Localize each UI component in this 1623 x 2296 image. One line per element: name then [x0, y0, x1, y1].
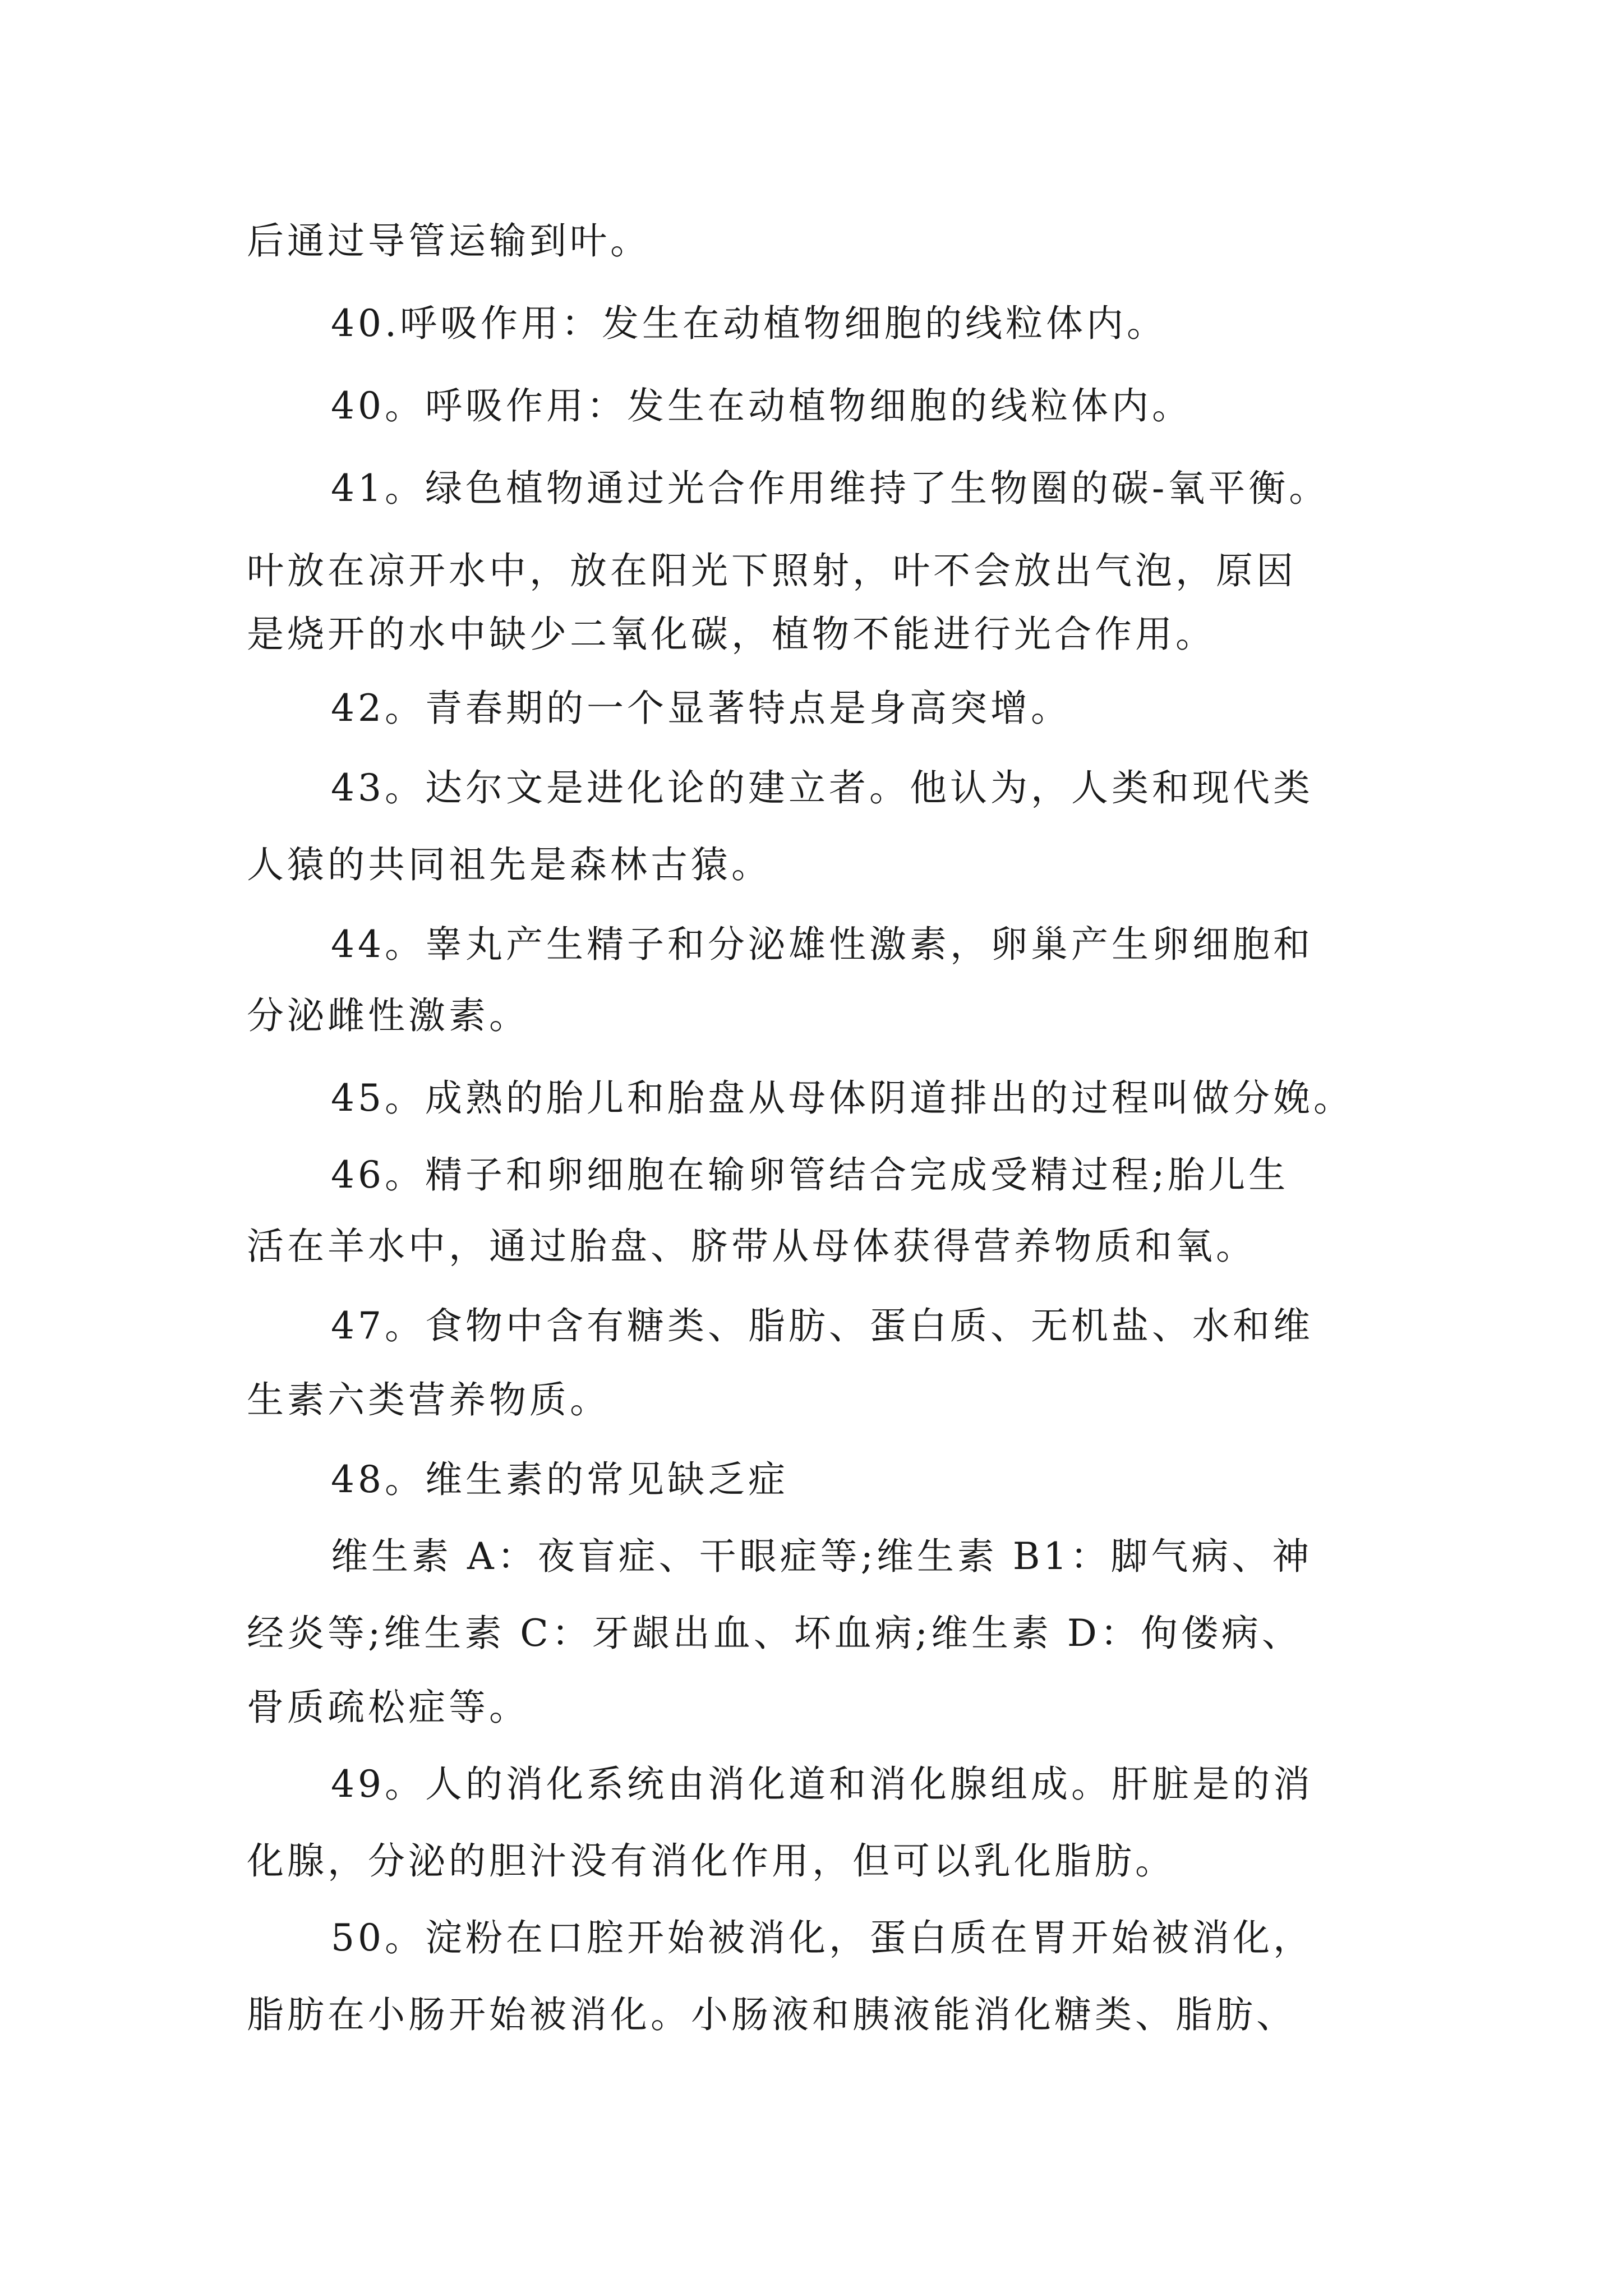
text-line: 脂肪在小肠开始被消化。小肠液和胰液能消化糖类、脂肪、 [247, 1993, 1297, 2036]
text-line: 生素六类营养物质。 [247, 1378, 610, 1421]
text-line: 48。维生素的常见缺乏症 [331, 1458, 789, 1501]
text-line: 人猿的共同祖先是森林古猿。 [247, 843, 772, 886]
text-line: 41。绿色植物通过光合作用维持了生物圈的碳-氧平衡。 [331, 467, 1330, 510]
text-line: 49。人的消化系统由消化道和消化腺组成。肝脏是的消 [331, 1763, 1313, 1806]
text-line: 50。淀粉在口腔开始被消化，蛋白质在胃开始被消化， [331, 1916, 1313, 1959]
text-line: 43。达尔文是进化论的建立者。他认为，人类和现代类 [331, 766, 1313, 809]
text-line: 分泌雌性激素。 [247, 994, 529, 1037]
text-line: 后通过导管运输到叶。 [247, 219, 651, 263]
text-line: 40。呼吸作用：发生在动植物细胞的线粒体内。 [331, 384, 1192, 427]
text-line: 42。青春期的一个显著特点是身高突增。 [331, 687, 1071, 730]
text-line: 经炎等;维生素 C：牙龈出血、坏血病;维生素 D：佝偻病、 [247, 1612, 1302, 1655]
text-line: 是烧开的水中缺少二氧化碳，植物不能进行光合作用。 [247, 613, 1216, 656]
text-line: 维生素 A：夜盲症、干眼症等;维生素 B1：脚气病、神 [331, 1535, 1313, 1578]
text-line: 骨质疏松症等。 [247, 1686, 529, 1729]
text-line: 47。食物中含有糖类、脂肪、蛋白质、无机盐、水和维 [331, 1304, 1313, 1347]
text-line: 40.呼吸作用：发生在动植物细胞的线粒体内。 [331, 302, 1167, 345]
text-line: 活在羊水中，通过胎盘、脐带从母体获得营养物质和氧。 [247, 1225, 1256, 1268]
text-line: 44。睾丸产生精子和分泌雄性激素，卵巢产生卵细胞和 [331, 923, 1313, 966]
text-line: 化腺，分泌的胆汁没有消化作用，但可以乳化脂肪。 [247, 1839, 1175, 1883]
text-line: 叶放在凉开水中，放在阳光下照射，叶不会放出气泡，原因 [247, 549, 1297, 592]
text-line: 45。成熟的胎儿和胎盘从母体阴道排出的过程叫做分娩。 [331, 1076, 1354, 1120]
text-line: 46。精子和卵细胞在输卵管结合完成受精过程;胎儿生 [331, 1153, 1289, 1197]
